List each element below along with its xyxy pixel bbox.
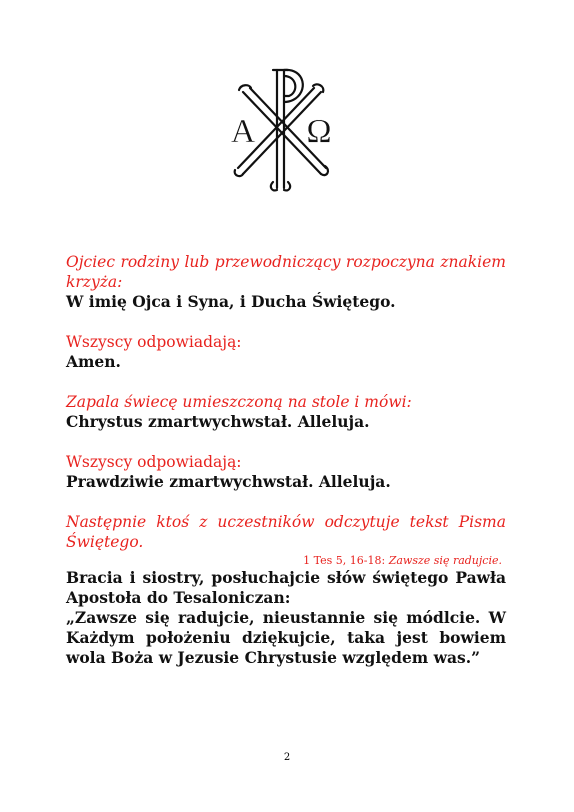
scripture-reference [66,554,502,568]
omega-letter: Ω [306,113,332,150]
response-amen: Amen. [66,352,121,371]
response-sign-of-cross: W imię Ojca i Syna, i Ducha Świętego. [66,292,396,311]
chi-rho-icon [213,62,349,192]
instruction-opening: Ojciec rodziny lub przewodniczący rozpoczyna znakiem krzyża: [66,253,506,291]
instruction-scripture-reading: Następnie ktoś z uczestników odczytuje tekst Pisma Świętego. [66,513,506,551]
page-number: 2 [283,752,291,763]
chi-rho-alpha-omega-logo [213,62,349,192]
alpha-letter: A [230,113,256,150]
instruction-light-candle: Zapala świecę umieszczoną na stole i mówi: [66,393,412,411]
response-truly-risen: Prawdziwie zmartwychwstał. Alleluja. [66,472,391,491]
instruction-all-respond-2: Wszyscy odpowiadają: [66,453,242,471]
reading-text: „Zawsze się radujcie, nieustannie się módlcie. W Każdym położeniu dziękujcie, taka jest bowiem wola Boża w Jezusie Chrystusie względem was.” [66,608,506,667]
liturgy-text [66,252,506,668]
response-christ-risen: Chrystus zmartwychwstał. Alleluja. [66,412,370,431]
instruction-all-respond-1: Wszyscy odpowiadają: [66,333,242,351]
reference-title: Zawsze się radujcie. [388,554,502,567]
reference-citation: 1 Tes 5, 16-18: [303,554,386,567]
reading-intro: Bracia i siostry, posłuchajcie słów świętego Pawła Apostoła do Tesaloniczan: [66,568,506,607]
